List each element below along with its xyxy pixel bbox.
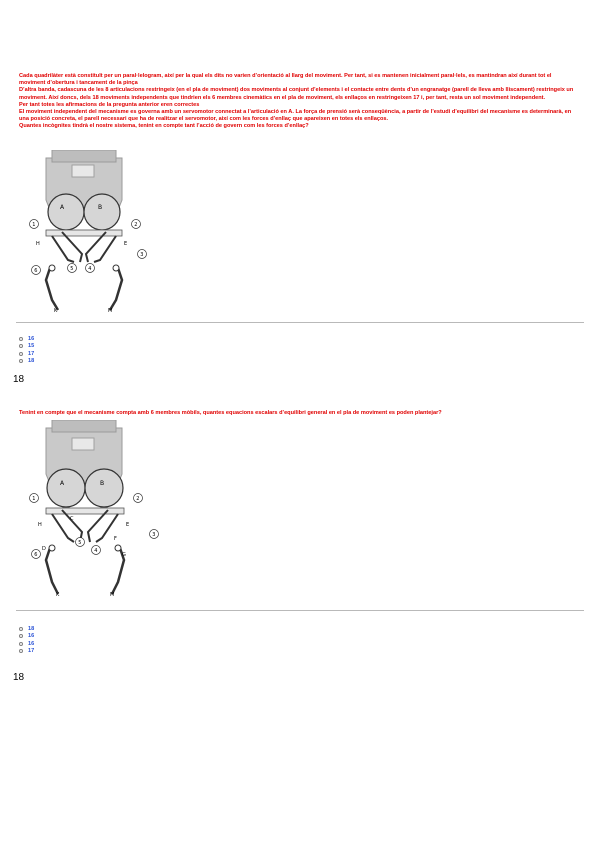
- label-H: H: [36, 241, 40, 247]
- q1-option[interactable]: [19, 358, 34, 366]
- option-label: 16: [28, 633, 35, 640]
- q1-option[interactable]: [19, 335, 34, 343]
- q1-paragraph: Quantes incògnites tindrà el nostre sistema, tenint en compte tant l’acció de govern com les forces d’enllaç?: [19, 123, 309, 130]
- q1-answer: 18: [13, 374, 25, 385]
- option-label: 17: [28, 648, 35, 655]
- radio-button[interactable]: [19, 344, 23, 348]
- q2-option[interactable]: [19, 625, 34, 633]
- label-1: 1: [32, 496, 36, 502]
- label-F: F: [114, 536, 117, 542]
- label-M: M: [108, 308, 113, 314]
- q1-paragraph: El moviment independent del mecanisme es governa amb un servomotor connectat a l’articulació en A. La força de prensió serà conseqüència, a partir de l’estudi d’equilibri del mecanisme es determinarà, en una posició concreta, el parell necessari que ha de realitzar el servomotor, així com les forces d’enllaç que apareixen en totes els enllaços.: [19, 109, 572, 123]
- q2-options: [19, 625, 34, 655]
- label-1: 1: [32, 222, 36, 228]
- radio-button[interactable]: [19, 337, 23, 341]
- label-6: 6: [34, 268, 38, 274]
- q2-option[interactable]: [19, 648, 34, 656]
- label-C: C: [70, 516, 74, 522]
- q2-option[interactable]: [19, 640, 34, 648]
- label-B: B: [98, 204, 103, 211]
- radio-button[interactable]: [19, 649, 23, 653]
- question-1-text: [19, 73, 579, 131]
- label-4: 4: [88, 266, 92, 272]
- separator-line: [16, 322, 584, 323]
- gripper-mechanism-figure-1: [22, 150, 162, 320]
- option-label: 16: [28, 335, 35, 342]
- radio-button[interactable]: [19, 627, 23, 631]
- q1-paragraph: D’altra banda, cadascuna de les 8 articulacions restringeix (en el pla de moviment) dos moviments al conjunt d’elements i el contacte entre dents d’un engranatge (parell de lleva amb lliscament) restringeix un moviment. Així doncs, dels 18 moviments independents que tindrien els 6 membres cinemàtics en el pla de moviment, els enllaços en restringeixen 17 i, per tant, resta un sol moviment independent.: [19, 87, 574, 101]
- gripper-mechanism-figure-2: [22, 420, 162, 600]
- q1-option[interactable]: [19, 350, 34, 358]
- label-G: G: [122, 552, 126, 558]
- q2-paragraph: Tenint en compte que el mecanisme compta amb 6 membres mòbils, quantes equacions escalars d’equilibri general en el pla de moviment es poden plantejar?: [19, 410, 442, 416]
- q1-paragraph: Cada quadrilàter està constituït per un paral·lelogram, així per la qual els dits no varien d’orientació al llarg del moviment. Per tant, si es mantenen inicialment paral·lels, es mantindran així durant tot el moviment d’obertura i tancament de la pinça: [19, 73, 552, 87]
- option-label: 18: [28, 358, 35, 365]
- q1-option[interactable]: [19, 343, 34, 351]
- label-E: E: [126, 522, 130, 528]
- separator-line: [16, 610, 584, 611]
- q2-answer: 18: [13, 672, 25, 683]
- option-label: 17: [28, 350, 35, 357]
- label-E: E: [124, 241, 128, 247]
- radio-button[interactable]: [19, 642, 23, 646]
- label-6: 6: [34, 552, 38, 558]
- radio-button[interactable]: [19, 359, 23, 363]
- radio-button[interactable]: [19, 352, 23, 356]
- label-B: B: [100, 480, 105, 487]
- option-label: 16: [28, 640, 35, 647]
- option-label: 15: [28, 343, 35, 350]
- question-2-text: [19, 410, 579, 417]
- q1-paragraph: Per tant totes les afirmacions de la pregunta anterior eren correctes: [19, 101, 200, 108]
- label-K: K: [54, 308, 58, 314]
- q1-options: [19, 335, 34, 365]
- q2-option[interactable]: [19, 633, 34, 641]
- label-2: 2: [136, 496, 140, 502]
- label-K: K: [56, 592, 60, 598]
- label-4: 4: [94, 548, 98, 554]
- label-M: M: [110, 592, 115, 598]
- label-D: D: [42, 546, 46, 552]
- label-3: 3: [140, 252, 144, 258]
- radio-button[interactable]: [19, 634, 23, 638]
- label-A: A: [60, 480, 65, 487]
- label-H: H: [38, 522, 42, 528]
- label-5: 5: [78, 540, 82, 546]
- label-2: 2: [134, 222, 138, 228]
- label-5: 5: [70, 266, 74, 272]
- option-label: 18: [28, 625, 35, 632]
- label-A: A: [60, 204, 65, 211]
- label-3: 3: [152, 532, 156, 538]
